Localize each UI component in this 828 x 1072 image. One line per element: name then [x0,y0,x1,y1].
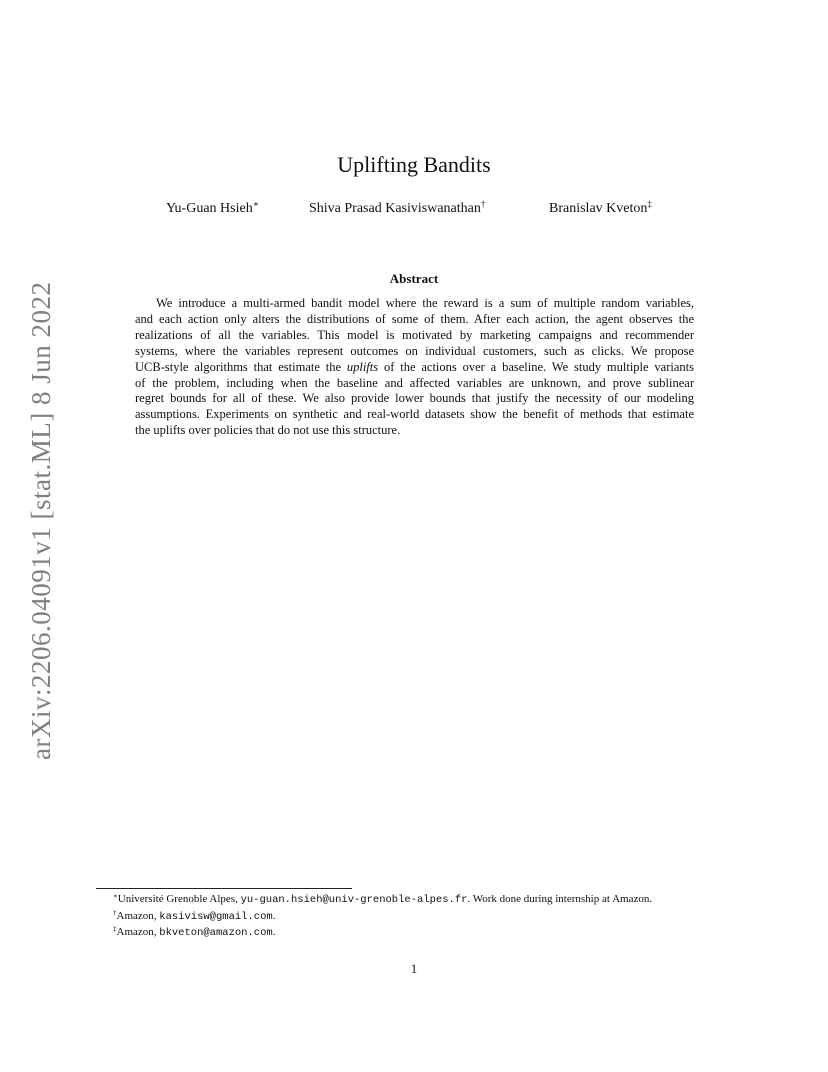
author-name: Shiva Prasad Kasiviswanathan [309,201,481,216]
footnote-email: bkveton@amazon.com [159,927,273,939]
author-footnote-mark: ∗ [252,199,259,209]
footnote-text: Amazon, [116,909,160,922]
footnote-text: Université Grenoble Alpes, [117,893,241,905]
abstract-emphasis: uplifts [346,359,379,374]
author-name: Branislav Kveton [549,201,648,216]
abstract-line: systems, where the variables represent outcomes on individual customers, such as clicks. We propose [135,343,694,358]
author-2 [309,200,485,218]
abstract-line: the uplifts over policies that do not use this structure. [135,423,401,438]
author-footnote-mark: ‡ [647,199,652,209]
footnote-divider [96,888,352,889]
abstract-text: of the actions over a baseline. We study multiple variants [383,359,695,374]
abstract-body [135,296,694,439]
footnote-text: Amazon, [116,926,160,938]
author-footnote-mark: † [480,199,486,209]
abstract-heading: Abstract [389,271,439,286]
footnote-mark: ∗ [113,892,118,900]
abstract-line: and each action only alters the distributions of some of them. After each action, the agent observes the [135,311,694,326]
page-number: 1 [410,961,418,976]
footnote-text: . [272,909,276,922]
footnote-3 [113,925,652,942]
footnote-2 [113,909,652,926]
footnote-email: yu-guan.hsieh@univ-grenoble-alpes.fr [240,894,468,906]
arxiv-identifier-stamp: arXiv:2206.04091v1 [stat.ML] 8 Jun 2022 [26,281,56,760]
abstract-line: of the problem, including when the baseline and affected variables are unknown, and prove sublinear [135,375,694,390]
abstract-line: assumptions. Experiments on synthetic and real-world datasets show the benefit of methods that estimate [135,407,694,422]
author-1 [166,200,259,218]
footnote-1 [113,892,652,909]
abstract-line-with-emphasis [135,360,694,376]
author-3 [549,200,652,218]
abstract-line: We introduce a multi-armed bandit model where the reward is a sum of multiple random variables, [156,296,694,310]
footnote-email: kasivisw@gmail.com [159,910,273,923]
paper-title: Uplifting Bandits [337,152,491,177]
abstract-line: regret bounds for all of these. We also provide lower bounds that justify the necessity of our modeling [135,391,694,406]
footnote-mark: ‡ [113,925,117,933]
footnote-text: . Work done during internship at Amazon. [467,893,653,905]
footnotes [113,892,652,942]
abstract-text: UCB-style algorithms that estimate the [135,359,347,374]
author-name: Yu-Guan Hsieh [166,201,253,216]
footnote-text: . [272,926,276,938]
author-list [0,200,828,220]
footnote-mark: † [113,908,117,917]
abstract-line: realizations of all the variables. This model is motivated by marketing campaigns and recommender [135,327,694,342]
